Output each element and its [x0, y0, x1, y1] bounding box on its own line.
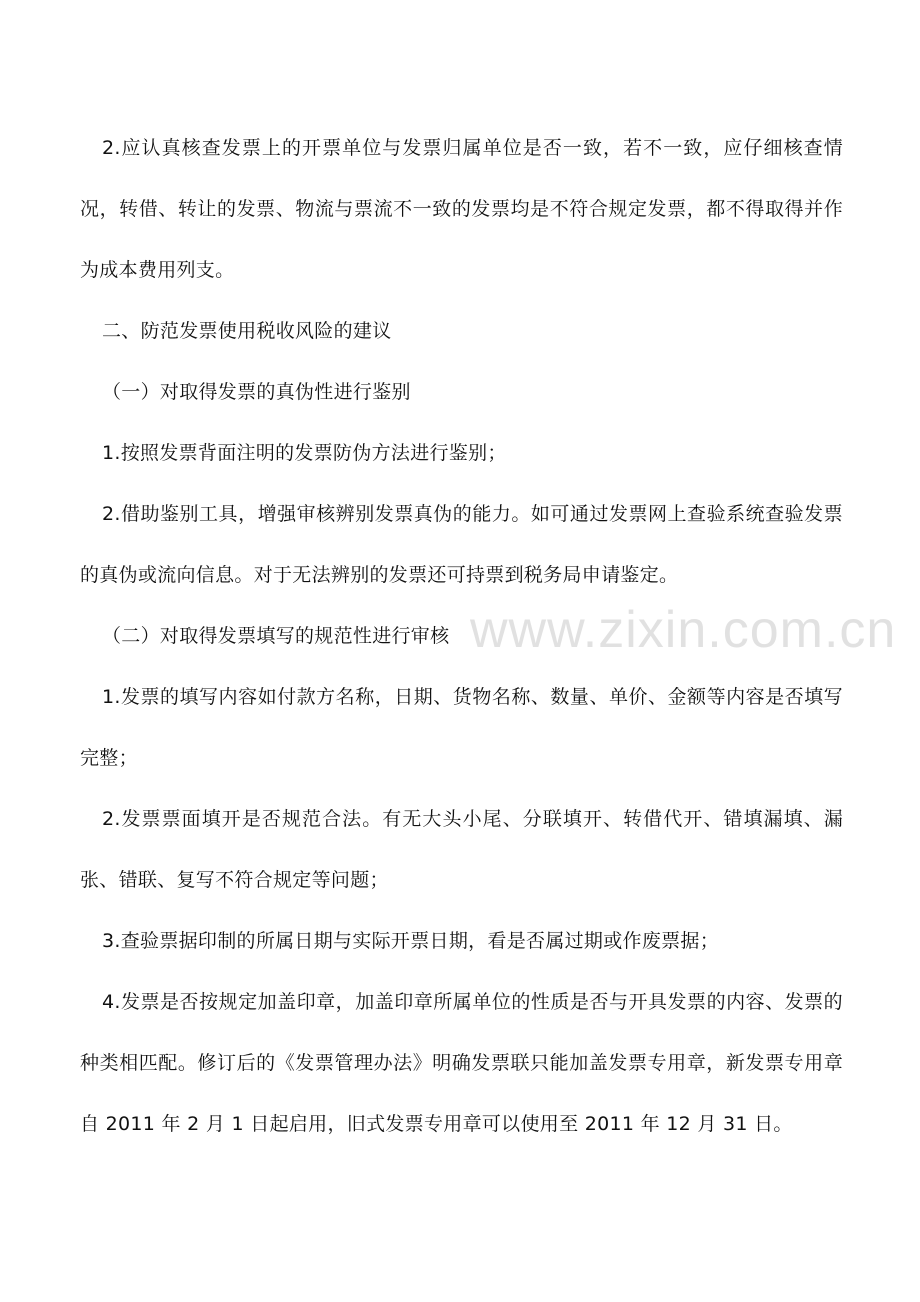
document-body [80, 118, 843, 1155]
paragraph-filling-compliance: 2.发票票面填开是否规范合法。有无大头小尾、分联填开、转借代开、错填漏填、漏张、错联、复写不符合规定等问题； [80, 808, 843, 891]
paragraph-invoice-unit-check: 2.应认真核查发票上的开票单位与发票归属单位是否一致，若不一致，应仔细核查情况，转借、转让的发票、物流与票流不一致的发票均是不符合规定发票，都不得取得并作为成本费用列支。 [80, 137, 843, 281]
subheading-authenticity: （一）对取得发票的真伪性进行鉴别 [102, 381, 411, 403]
paragraph-print-date-check: 3.查验票据印制的所属日期与实际开票日期，看是否属过期或作废票据； [102, 930, 720, 952]
paragraph-filling-content: 1.发票的填写内容如付款方名称，日期、货物名称、数量、单价、金额等内容是否填写完整； [80, 686, 843, 769]
paragraph-seal-check: 4.发票是否按规定加盖印章，加盖印章所属单位的性质是否与开具发票的内容、发票的种类相匹配。修订后的《发票管理办法》明确发票联只能加盖发票专用章，新发票专用章自 2011 年 2 月 1 日起启用，旧式发票专用章可以使用至 2011 年 12 月 31 日。 [80, 991, 843, 1135]
section-heading-risk-advice: 二、防范发票使用税收风险的建议 [102, 320, 392, 342]
site-watermark: www.zixin.com.cn [470, 601, 897, 659]
paragraph-identification-tools: 2.借助鉴别工具，增强审核辨别发票真伪的能力。如可通过发票网上查验系统查验发票的真伪或流向信息。对于无法辨别的发票还可持票到税务局申请鉴定。 [80, 503, 843, 586]
paragraph-anticounterfeit-method: 1.按照发票背面注明的发票防伪方法进行鉴别； [102, 442, 507, 464]
subheading-standardization: （二）对取得发票填写的规范性进行审核 [102, 625, 450, 647]
